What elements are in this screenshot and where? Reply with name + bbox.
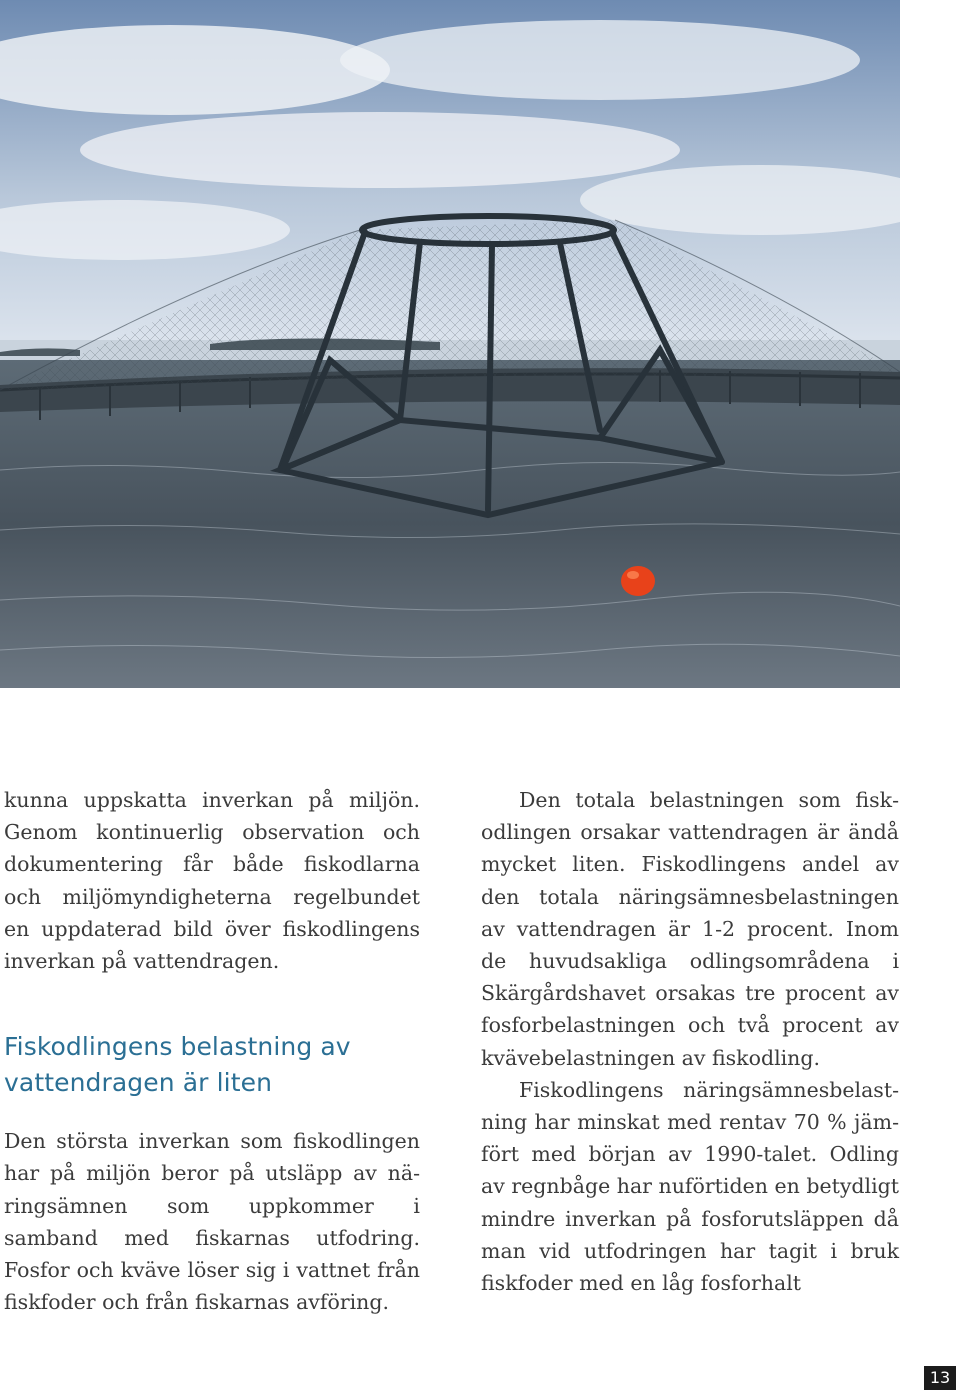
left-paragraph-1: kunna uppskatta inverkan på miljön. Genom kontinuerlig observation och dokumentering får både fiskodlarna och miljömyndigheterna regelbundet en uppdaterad bild över fiskodlingens inverkan på vattendragen. [4, 788, 420, 974]
right-paragraph-1: Den totala belastningen som fiskodlingen orsakar vattendragen är ändå mycket liten. Fiskodlingens andel av den totala näringsämnesbelastningen av vattendragen är 1-2 procent. Inom de huvudsakliga odlingsområdena i Skärgårdshavet orsakas tre procent av fosforbelastningen och två procent av kvävebelastningen av fiskodling. [481, 788, 899, 1070]
page-number: 13 [924, 1366, 956, 1390]
right-paragraph-2: Fiskodlingens näringsämnesbelastning har minskat med rentav 70 % jämfört med början av 1990-talet. Odling av regnbåge har nuförtiden en betydligt mindre inverkan på fosforutsläppen då man vid utfodringen har tagit i bruk fiskfoder med en låg fosforhalt [481, 1077, 899, 1296]
fish-farm-illustration [0, 0, 900, 688]
right-column [481, 784, 899, 1299]
section-heading-line-1: Fiskodlingens belastning av [4, 1032, 351, 1062]
left-column [4, 784, 420, 1318]
section-heading-line-2: vattendragen är liten [4, 1068, 273, 1098]
left-paragraph-2: Den största inverkan som fiskodlingen har på miljön beror på utsläpp av näringsämnen som uppkommer i samband med fiskarnas utfodring. Fosfor och kväve löser sig i vattnet från fiskfoder och från fiskarnas avföring. [4, 1129, 420, 1315]
fish-farm-photo [0, 0, 900, 688]
section-heading [4, 1029, 420, 1101]
